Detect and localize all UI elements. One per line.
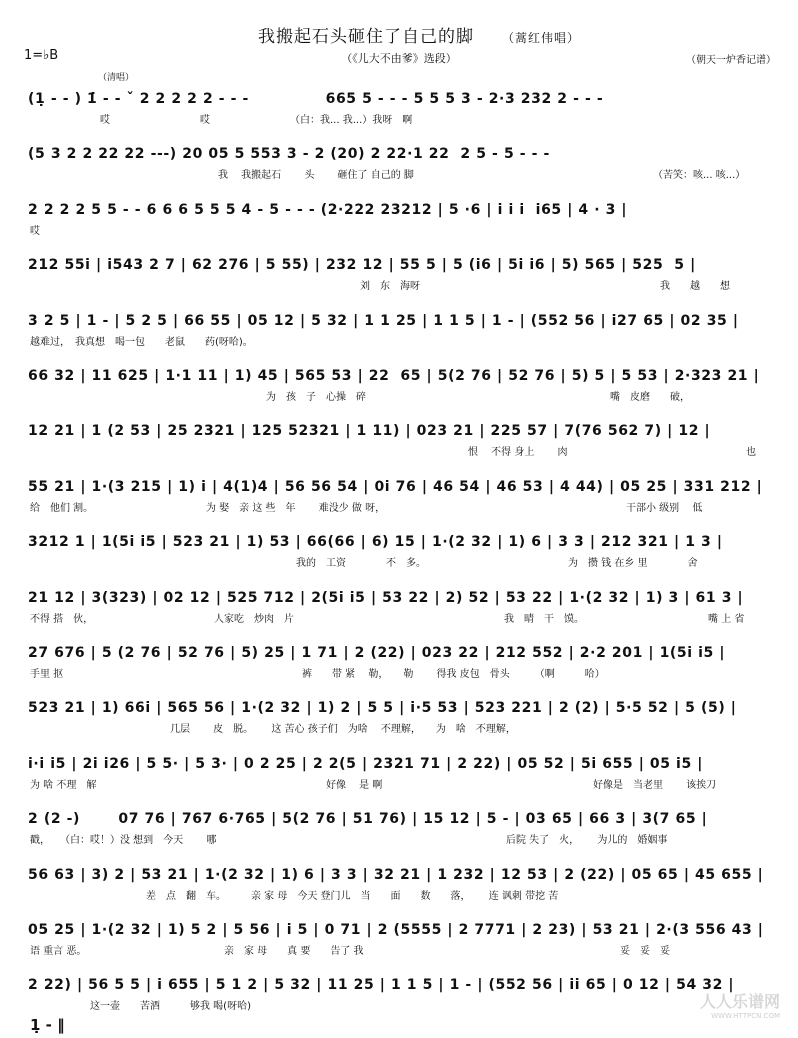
final-measure: 1̣ - ‖ (30, 1016, 65, 1034)
lyric-text: 人家吃 炒肉 片 (214, 613, 294, 625)
singer-credit: （蒿红伟唱） (501, 31, 580, 45)
score-row (28, 256, 776, 294)
lyric-line (28, 945, 776, 959)
lyric-line (28, 280, 776, 294)
lyric-text: 哎 (200, 115, 210, 126)
score-row (28, 921, 776, 959)
notation-line: i·i i5 | 2i i26 | 5 5· | 5 3· | 0 2 25 | 2 2(5 | 2321 71 | 2 22) | 05 52 | 5i 655 | 05 i5 | (28, 755, 703, 772)
lyric-text: 哎 (30, 225, 40, 237)
lyric-text: 嘴 上 省 (708, 613, 745, 625)
notation-line: 27 676 | 5 (2 76 | 52 76 | 5) 25 | 1 71 | 2 (22) | 023 22 | 212 552 | 2·2 201 | 1(5i i5 | (28, 645, 726, 661)
lyric-text: 越难过， 我真想 喝一包 老鼠 药(呀哈)。 (30, 336, 253, 348)
lyric-text: 我 越 想 (660, 281, 730, 293)
score-row (28, 866, 776, 904)
notation-line: 66 32 | 11 625 | 1·1 11 | 1) 45 | 565 53 | 22 65 | 5(2 76 | 52 76 | 5) 5 | 5 53 | 2·323 21 | (28, 368, 760, 384)
watermark-url: WWW.HTTPCN.COM (711, 1012, 780, 1020)
transcriber-credit: （朝天一炉香记谱） (686, 55, 776, 66)
lyric-text: 语 重言 恶。 (30, 946, 87, 957)
score-row (28, 201, 776, 239)
lyric-text: 好像 是 啊 (326, 779, 383, 791)
lyric-text: 恨 不得 身上 肉 (468, 447, 568, 459)
score-row (28, 312, 776, 350)
lyric-line (28, 169, 776, 183)
lyric-text: 刘 东 海呀 (360, 281, 420, 293)
lyric-text: 哎 (100, 115, 110, 126)
notation-line: 56 63 | 3) 2 | 53 21 | 1·(2 32 | 1) 6 | 3 3 | 32 21 | 1 232 | 12 53 | 2 (22) | 05 65 | 45 655 | (28, 866, 764, 883)
lyric-line (28, 613, 776, 627)
lyric-text: 妥 妥 妥 (620, 946, 670, 957)
lyric-line (28, 834, 776, 848)
lyric-text: 几层 皮 脱。 这 苦心 孩子们 为啥 不理解， 为 啥 不理解， (170, 724, 516, 736)
lyric-text: 干部小 级别 低 (626, 502, 703, 514)
lyric-text: 为 孩 子 心操 碎 (266, 392, 366, 403)
watermark-brand: 人人乐谱网 (699, 992, 780, 1011)
performance-note: （清唱） (98, 73, 135, 83)
lyric-line (28, 779, 776, 793)
lyric-text: 也 (746, 447, 756, 459)
score-row (28, 976, 776, 1014)
notation-line: 2 22) | 56 5 5 | i 655 | 5 1 2 | 5 32 | 11 25 | 1 1 5 | 1 - | (552 56 | ii 65 | 0 12 | 54 32 | (28, 977, 735, 994)
lyric-text: 我的 工资 不 多。 (296, 558, 426, 570)
lyric-line (28, 557, 776, 571)
score-row (28, 145, 776, 183)
lyric-text: 后院 失了 火， 为儿的 婚姻事 (506, 835, 668, 847)
notation-line: 55 21 | 1·(3 215 | 1) i | 4(1)4 | 56 56 54 | 0i 76 | 46 54 | 46 53 | 4 44) | 05 25 | 331 212 | (28, 478, 763, 495)
lyric-text: 为 啥 不理 解 (30, 779, 97, 791)
score-row (28, 422, 776, 460)
lyric-text: 差 点 翻 车。 亲 家 母 今天 登门儿 当 面 数 落， 连 讽刺 带挖 苦 (146, 890, 559, 902)
score-row (28, 533, 776, 571)
lyric-line (28, 723, 776, 737)
score-row (28, 810, 776, 848)
notation-line: 3 2 5 | 1 - | 5 2 5 | 66 55 | 05 12 | 5 32 | 1 1 25 | 1 1 5 | 1 - | (552 56 | i27 65 | 02 35 | (28, 312, 739, 329)
score-row (28, 589, 776, 627)
notation-line: 3212 1 | 1(5i i5 | 523 21 | 1) 53 | 66(66 | 6) 15 | 1·(2 32 | 1) 6 | 3 3 | 212 321 | 1 3 | (28, 534, 723, 551)
lyric-text: 为 攒 钱 在乡 里 舍 (568, 558, 698, 570)
lyric-text: 我 晴 干 馍。 (504, 613, 584, 625)
lyric-text: （白：我... 我...）我呀 啊 (290, 115, 413, 126)
score-row (28, 478, 776, 516)
key-signature: 1=♭B (24, 48, 59, 63)
score-row (28, 755, 776, 793)
song-subtitle: （《儿大不由爹》选段） (341, 52, 457, 65)
notation-line: (5 3 2 2 22 22 ---) 20 05 5 553 3 - 2 (20) 2 22·1 22 2 5 - 5 - - - (28, 146, 550, 163)
lyric-text: （苦笑：咳... 咳...） (653, 170, 746, 182)
notation-line: 2 2 2 2 5 5 - - 6 6 6 5 5 5 4 - 5 - - - (2·222 23212 | 5 ·6 | i i i i65 | 4 · 3 | (28, 201, 628, 218)
lyric-text: 这一壶 苦酒 够我 喝(呀哈) (90, 1001, 251, 1013)
lyric-line (28, 502, 776, 516)
lyric-line (28, 446, 776, 460)
notation-line: 212 55i | i543 2 7 | 62 276 | 5 55) | 232 12 | 55 5 | 5 (i6 | 5i i6 | 5) 565 | 525 5 | (28, 257, 696, 274)
score-row (28, 90, 776, 128)
lyric-text: 嘴 皮磨 破， (610, 392, 690, 403)
notation-line: (1̣ - - ) 1̇ - - ˇ 2 2 2 2 2 - - - 665 5 - - - 5 5 5 3 - 2·3 232 2 - - - (28, 91, 604, 107)
song-title: 我搬起石头砸住了自己的脚 (257, 27, 474, 47)
score-row (28, 367, 776, 405)
lyric-line (28, 1000, 776, 1014)
lyric-line (28, 225, 776, 239)
score-row (28, 644, 776, 682)
lyric-text: 为 娶 亲 这 些 年 难没少 做 呀， (206, 502, 386, 514)
lyric-line (28, 336, 776, 350)
notation-line: 2 (2 -) 07 76 | 767 6·765 | 5(2 76 | 51 76) | 15 12 | 5 - | 03 65 | 66 3 | 3(7 65 | (28, 811, 708, 828)
notation-line: 523 21 | 1) 66i | 565 56 | 1·(2 32 | 1) 2 | 5 5 | i·5 53 | 523 221 | 2 (2) | 5·5 52 | 5 (5) | (28, 700, 737, 717)
lyric-line (28, 890, 776, 904)
lyric-line (28, 668, 776, 682)
lyric-text: 好像是 当老里 该挨刀 (593, 779, 717, 791)
lyric-text: 我 我搬起石 头 砸住了 自己的 脚 (218, 170, 414, 182)
song-title-line (0, 22, 798, 47)
lyric-line (28, 114, 776, 128)
score-row (28, 699, 776, 737)
notation-line: 21 12 | 3(323) | 02 12 | 525 712 | 2(5i i5 | 53 22 | 2) 52 | 53 22 | 1·(2 32 | 1) 3 | 61 3 | (28, 589, 744, 606)
lyric-text: 戳， （白：哎！）没 想到 今天 哪 (30, 835, 217, 847)
lyric-text: 手里 抠 (30, 669, 64, 680)
lyric-text: 裤 带 紧 勒， 勒 得我 皮包 骨头 （啊 哈） (302, 669, 605, 680)
lyric-text: 不得 搭 伙， (30, 613, 94, 625)
lyric-line (28, 391, 776, 405)
notation-line: 05 25 | 1·(2 32 | 1) 5 2 | 5 56 | i 5 | 0 71 | 2 (5555 | 2 7771 | 2 23) | 53 21 | 2·(3 556 43 | (28, 922, 764, 938)
notation-line: 12 21 | 1 (2 53 | 25 2321 | 125 52321 | 1 11) | 023 21 | 225 57 | 7(76 562 7) | 12 | (28, 423, 711, 440)
lyric-text: 亲 家 母 真 要 告了 我 (224, 946, 364, 957)
site-watermark (700, 989, 780, 1020)
lyric-text: 给 他们 割。 (30, 502, 94, 514)
